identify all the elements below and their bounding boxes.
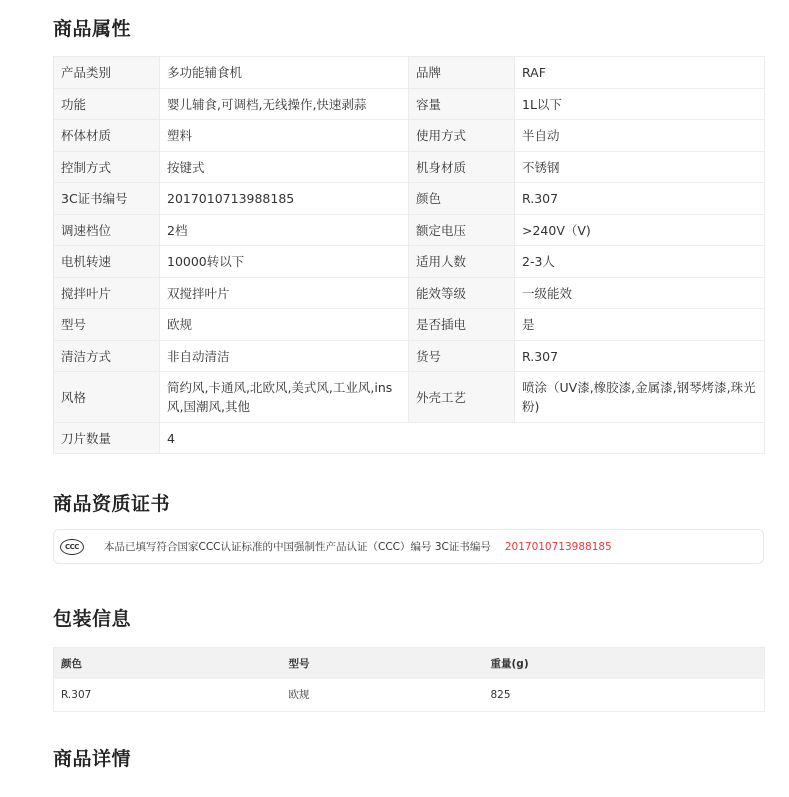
attr-value: 2档: [160, 215, 409, 246]
attr-key: 杯体材质: [54, 120, 160, 152]
attributes-title: 商品属性: [53, 18, 132, 40]
attr-key: 风格: [54, 372, 160, 423]
attr-key: 是否插电: [409, 309, 515, 341]
details-title: 商品详情: [53, 748, 132, 770]
attr-key: 品牌: [409, 57, 515, 89]
attr-value: 4: [160, 423, 765, 454]
attr-row-speed-levels: [54, 215, 765, 246]
attr-key: 电机转速: [54, 246, 160, 278]
attr-value: 2017010713988185: [160, 183, 409, 215]
attr-key: 使用方式: [409, 120, 515, 152]
attr-key: 刀片数量: [54, 423, 160, 454]
attr-key: 能效等级: [409, 278, 515, 309]
attr-key: 搅拌叶片: [54, 278, 160, 309]
attr-value: 是: [515, 309, 765, 341]
attr-row-style: [54, 372, 765, 423]
attr-value: >240V（V): [515, 215, 765, 246]
attr-value: 婴儿辅食,可调档,无线操作,快速剥蒜: [160, 89, 409, 120]
packaging-title: 包装信息: [53, 608, 132, 630]
table-row: [54, 679, 765, 712]
attr-key: 外壳工艺: [409, 372, 515, 423]
attr-value: 不锈钢: [515, 152, 765, 183]
attr-key: 3C证书编号: [54, 183, 160, 215]
attr-key: 控制方式: [54, 152, 160, 183]
attr-key: 清洁方式: [54, 341, 160, 372]
attr-value: 简约风,卡通风,北欧风,美式风,工业风,ins风,国潮风,其他: [160, 372, 409, 423]
packaging-header-weight: 重量(g): [484, 648, 765, 679]
attr-value: R.307: [515, 341, 765, 372]
certificate-box: [53, 529, 764, 564]
certificate-text: 本品已填写符合国家CCC认证标准的中国强制性产品认证（CCC）编号 3C证书编号: [104, 541, 491, 553]
packaging-header-row: [54, 648, 765, 679]
attr-key: 型号: [54, 309, 160, 341]
attr-value: 半自动: [515, 120, 765, 152]
attr-value: 按键式: [160, 152, 409, 183]
attr-key: 调速档位: [54, 215, 160, 246]
packaging-cell-model: 欧规: [282, 679, 484, 712]
attr-value: 多功能辅食机: [160, 57, 409, 89]
attr-value: R.307: [515, 183, 765, 215]
attr-value: 欧规: [160, 309, 409, 341]
attr-row-motor-speed: [54, 246, 765, 278]
attr-key: 产品类别: [54, 57, 160, 89]
attr-key: 功能: [54, 89, 160, 120]
attr-key: 适用人数: [409, 246, 515, 278]
packaging-header-model: 型号: [282, 648, 484, 679]
attr-value: 喷涂（UV漆,橡胶漆,金属漆,钢琴烤漆,珠光粉): [515, 372, 765, 423]
attr-row-function: [54, 89, 765, 120]
attr-row-cleaning: [54, 341, 765, 372]
attr-value: 双搅拌叶片: [160, 278, 409, 309]
attr-row-category: [54, 57, 765, 89]
attr-row-3c-number: [54, 183, 765, 215]
attr-value: RAF: [515, 57, 765, 89]
attr-value: 塑料: [160, 120, 409, 152]
attr-value: 非自动清洁: [160, 341, 409, 372]
packaging-cell-color: R.307: [54, 679, 282, 712]
certificate-number: 2017010713988185: [504, 540, 612, 553]
attr-row-model: [54, 309, 765, 341]
attr-row-blade-count: [54, 423, 765, 454]
attr-key: 额定电压: [409, 215, 515, 246]
attr-row-blades: [54, 278, 765, 309]
attr-value: 10000转以下: [160, 246, 409, 278]
attr-value: 2-3人: [515, 246, 765, 278]
attr-key: 颜色: [409, 183, 515, 215]
attr-row-cup-material: [54, 120, 765, 152]
attr-row-control: [54, 152, 765, 183]
attributes-table: [53, 56, 765, 454]
attr-key: 容量: [409, 89, 515, 120]
attr-key: 机身材质: [409, 152, 515, 183]
attr-value: 1L以下: [515, 89, 765, 120]
certificate-title: 商品资质证书: [53, 493, 171, 515]
attr-value: 一级能效: [515, 278, 765, 309]
packaging-table: [53, 647, 765, 712]
attr-key: 货号: [409, 341, 515, 372]
ccc-certification-icon: CCC: [60, 539, 84, 555]
packaging-header-color: 颜色: [54, 648, 282, 679]
packaging-cell-weight: 825: [484, 679, 765, 712]
